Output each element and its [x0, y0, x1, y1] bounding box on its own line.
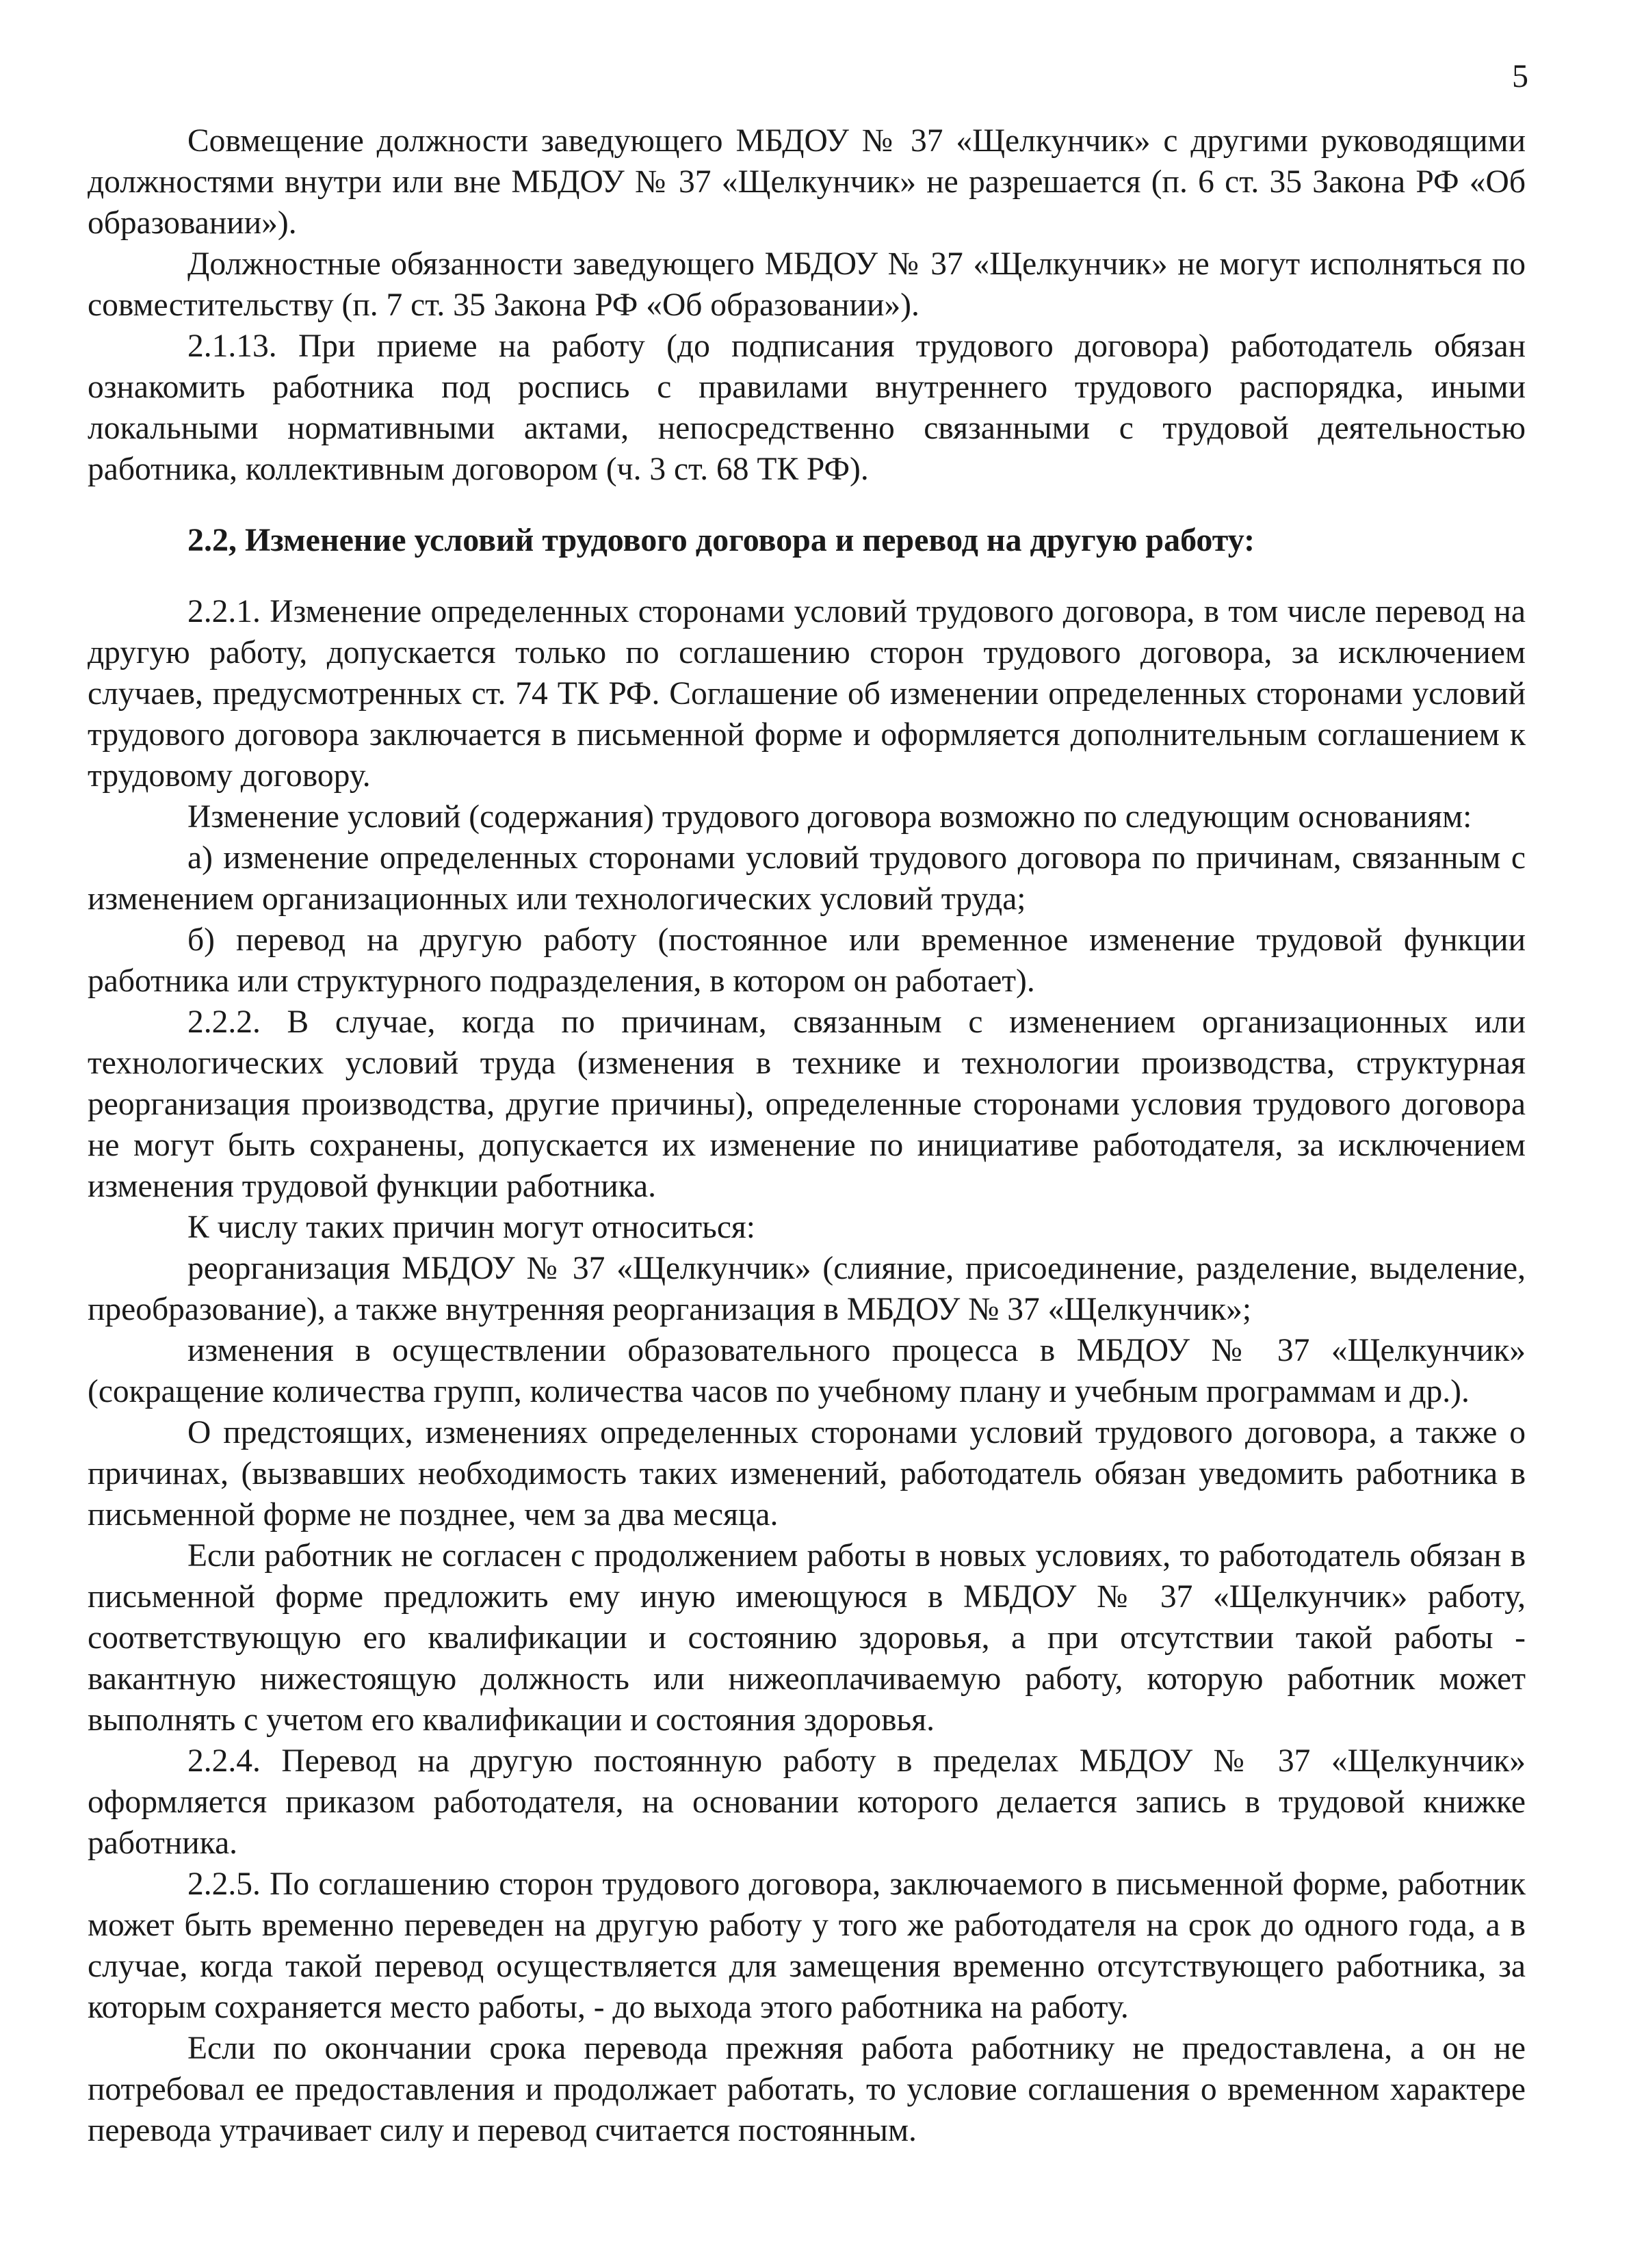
paragraph: Должностные обязанности заведующего МБДОУ № 37 «Щелкунчик» не могут исполняться по совместительству (п. 7 ст. 35 Закона РФ «Об образовании»). [88, 246, 1526, 323]
paragraph: 2.2.1. Изменение определенных сторонами условий трудового договора, в том числе перевод на другую работу, допускается только по соглашению сторон трудового договора, за исключением случаев, предусмотренных ст. 74 ТК РФ. Соглашение об изменении определенных сторонами условий трудового договора заключается в письменной форме и оформляется дополнительным соглашением к трудовому договору. [88, 594, 1526, 794]
paragraph: а) изменение определенных сторонами условий трудового договора по причинам, связанным с изменением организационных или технологических условий труда; [88, 840, 1526, 917]
page-number: 5 [1512, 58, 1528, 94]
paragraph: Изменение условий (содержания) трудового договора возможно по следующим основаниям: [187, 799, 1472, 835]
paragraph: б) перевод на другую работу (постоянное или временное изменение трудовой функции работника или структурного подразделения, в котором он работает). [88, 922, 1526, 999]
paragraph: изменения в осуществлении образовательного процесса в МБДОУ № 37 «Щелкунчик» (сокращение количества групп, количества часов по учебному плану и учебным программам и др.). [88, 1333, 1526, 1409]
paragraph: 2.2.4. Перевод на другую постоянную работу в пределах МБДОУ № 37 «Щелкунчик» оформляется приказом работодателя, на основании которого делается запись в трудовой книжке работника. [88, 1743, 1526, 1861]
paragraph: О предстоящих, изменениях определенных сторонами условий трудового договора, а также о причинах, (вызвавших необходимость таких изменений, работодатель обязан уведомить работника в письменной форме не позднее, чем за два месяца. [88, 1415, 1526, 1533]
section-heading: 2.2, Изменение условий трудового договора и перевод на другую работу: [187, 522, 1255, 558]
document-body [88, 120, 1526, 2151]
paragraph: Совмещение должности заведующего МБДОУ № 37 «Щелкунчик» с другими руководящими должностями внутри или вне МБДОУ № 37 «Щелкунчик» не разрешается (п. 6 ст. 35 Закона РФ «Об образовании»). [88, 123, 1526, 241]
paragraph: Если работник не согласен с продолжением работы в новых условиях, то работодатель обязан в письменной форме предложить ему иную имеющуюся в МБДОУ № 37 «Щелкунчик» работу, соответствующую его квалификации и состоянию здоровья, а при отсутствии такой работы - вакантную нижестоящую должность или нижеоплачиваемую работу, которую работник может выполнять с учетом его квалификации и состояния здоровья. [88, 1538, 1526, 1738]
paragraph: К числу таких причин могут относиться: [187, 1210, 755, 1245]
paragraph: реорганизация МБДОУ № 37 «Щелкунчик» (слияние, присоединение, разделение, выделение, преобразование), а также внутренняя реорганизация в МБДОУ № 37 «Щелкунчик»; [88, 1251, 1526, 1327]
paragraph: 2.2.2. В случае, когда по причинам, связанным с изменением организационных или технологических условий труда (изменения в технике и технологии производства, структурная реорганизация производства, другие причины), определенные сторонами условия трудового договора не могут быть сохранены, допускается их изменение по инициативе работодателя, за исключением изменения трудовой функции работника. [88, 1004, 1526, 1204]
paragraph: 2.2.5. По соглашению сторон трудового договора, заключаемого в письменной форме, работник может быть временно переведен на другую работу у того же работодателя на срок до одного года, а в случае, когда такой перевод осуществляется для замещения временно отсутствующего работника, за которым сохраняется место работы, - до выхода этого работника на работу. [88, 1866, 1526, 2025]
paragraph: Если по окончании срока перевода прежняя работа работнику не предоставлена, а он не потребовал ее предоставления и продолжает работать, то условие соглашения о временном характере перевода утрачивает силу и перевод считается постоянным. [88, 2031, 1526, 2148]
paragraph: 2.1.13. При приеме на работу (до подписания трудового договора) работодатель обязан ознакомить работника под роспись с правилами внутреннего трудового распорядка, иными локальными нормативными актами, непосредственно связанными с трудовой деятельностью работника, коллективным договором (ч. 3 ст. 68 ТК РФ). [88, 328, 1526, 487]
